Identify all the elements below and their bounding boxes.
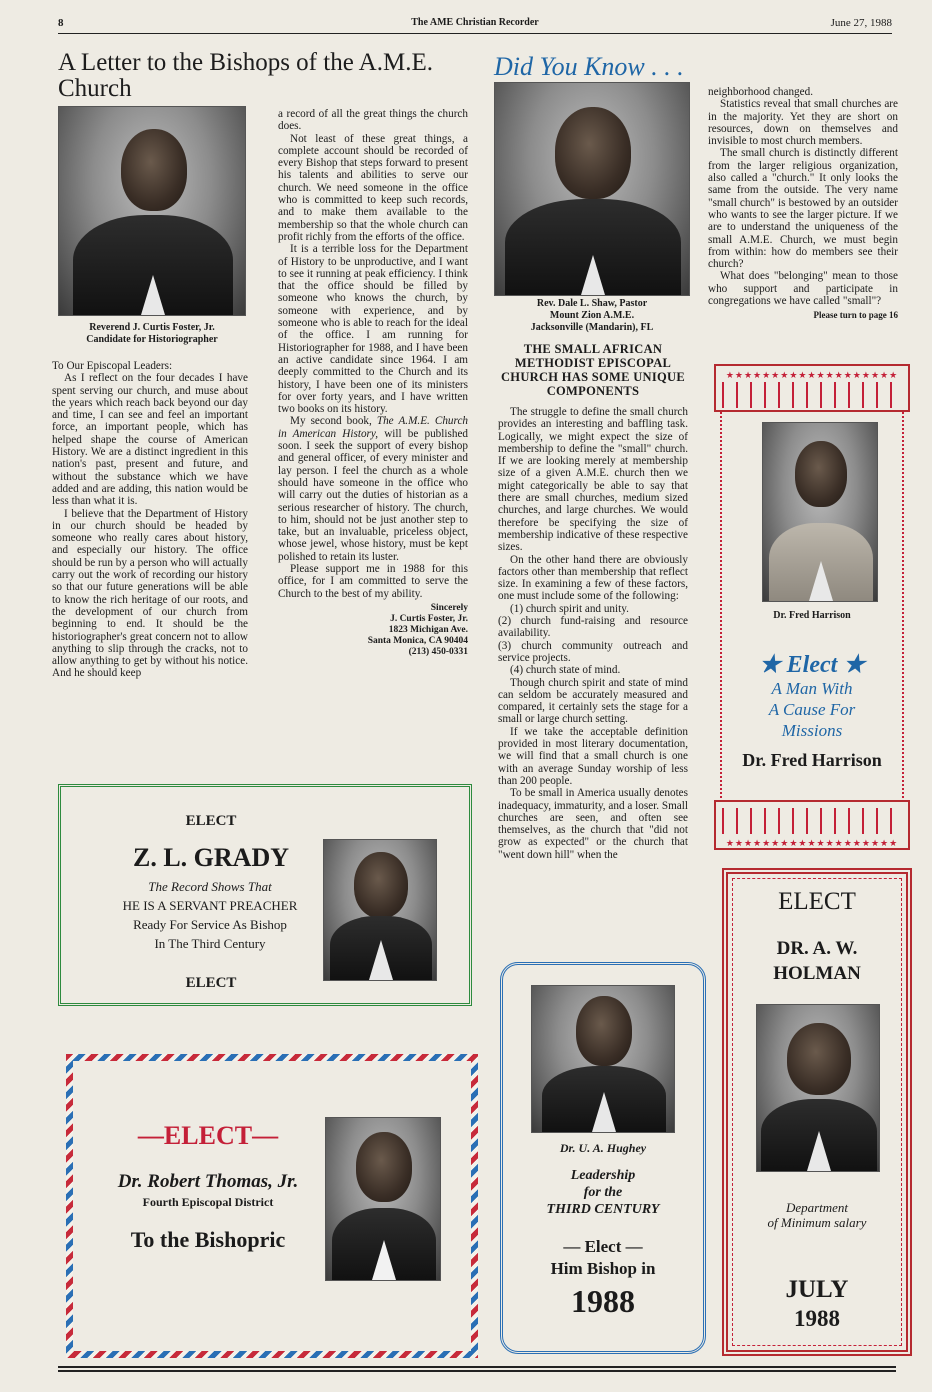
ad-grady: [58, 784, 472, 1006]
district: Fourth Episcopal District: [142, 1195, 274, 1209]
caption-name: Reverend J. Curtis Foster, Jr.: [89, 322, 215, 333]
article-subhead: THE SMALL AFRICAN METHODIST EPISCOPAL CHURCH HAS SOME UNIQUE COMPONENTS: [500, 342, 686, 398]
page-header: [58, 14, 892, 34]
ad-slogan: [503, 1167, 703, 1218]
text-run: will be published soon. I seek the support of every bishop and general officer, of every minister and lay person. I feel the church as a whole should have someone in the office who will carry out the duties of historian as a serious researcher of history. The church, to him, should not be just another step to take, but an invaluable, priceless object, whose jewel, whose history, must be kept polished to retain its luster.: [278, 427, 468, 563]
article-paragraph: On the other hand there are obviously factors other than membership that reflect size. In examining a few of these factors, one must include some of the following:: [498, 553, 688, 603]
election-year: 1988: [794, 1306, 840, 1331]
ad-slogan: [75, 877, 345, 953]
article2-column-2: [708, 86, 898, 321]
slogan-line: Leadership: [570, 1168, 636, 1183]
side-border: [902, 412, 904, 802]
article-paragraph: The struggle to define the small church provides an interesting and baffling task. Logically, we might expect the size of membership to define the "small" church. If we are looking merely at membership size of a given A.M.E. church then we might categorically be able to say that there are small churches, medium sized churches, and large churches. We would therefore be specifying the size of membership indicative of these respective sizes.: [498, 406, 688, 554]
photo-harrison: [762, 422, 878, 602]
article-paragraph: To be small in America usually denotes inadequacy, immaturity, and a loser. Small churches are seen, and often see themselves, as the church that "did not grow as expected" or the church that "went down hill" when the: [498, 787, 688, 861]
candidate-name: Dr. Robert Thomas, Jr.: [117, 1171, 299, 1192]
elect-label: ELECT: [185, 813, 237, 829]
footer-rule: [58, 1366, 896, 1372]
election-year: 1988: [571, 1283, 635, 1319]
letter-paragraph: I believe that the Department of History in our church should be headed by someone who really cares about history, and especially our history. The office should be run by a person who will actually carry out the work of recording our history so that our future generations will be able to know the rich heritage of our roots, and the development of our church from beginning to end. It should be the historiographer's great concern not to allow anything to slip through the cracks, not to allow anything to get by without his notice. And he should keep: [52, 507, 248, 680]
photo-hughey: [531, 985, 675, 1133]
article-paragraph: Though church spirit and state of mind can seldom be accurately measured and compared, it certainly sets the stage for a small or large church setting.: [498, 676, 688, 726]
photo-caption-shaw: [494, 298, 690, 334]
slogan-line: The Record Shows That: [148, 879, 272, 894]
sign-line: (213) 450-0331: [408, 646, 468, 657]
ad-holman: [722, 868, 912, 1356]
article-paragraph: What does "belonging" mean to those who support and participate in congregations we have called "small"?: [708, 270, 898, 308]
ornament-bottom: [714, 800, 910, 850]
caption-line: Rev. Dale L. Shaw, Pastor: [536, 298, 648, 309]
department-line: Department: [785, 1200, 849, 1215]
article-title-letter: A Letter to the Bishops of the A.M.E. Church: [58, 49, 433, 102]
ad-hughey: [500, 962, 706, 1354]
article-paragraph: If we take the acceptable definition provided in most literary documentation, we will find that a small church is one with an average Sunday worship of less than 200 people.: [498, 725, 688, 787]
slogan-line: for the: [583, 1185, 623, 1200]
elect-label: ★ Elect ★: [759, 652, 865, 678]
name-line: HOLMAN: [773, 963, 861, 984]
candidate-name: Z. L. GRADY: [132, 843, 289, 872]
ad-thomas: [66, 1054, 478, 1358]
letter-paragraph: Not least of these great things, a complete account should be recorded of every Bishop that steps forward to present his talents and abilities to serve our church. We need someone in the office who is committed to keep such records, and to make them available to the membership so that the whole church can profit richly from the efforts of the office.: [278, 132, 468, 243]
elect-label: —ELECT—: [137, 1121, 279, 1150]
letter-column-2: [278, 108, 468, 658]
election-month: JULY: [785, 1276, 849, 1303]
star-border: ★★★★★★★★★★★★★★★★★★★: [725, 838, 899, 848]
ad-harrison: [714, 364, 910, 854]
photo-shaw: [494, 82, 690, 296]
name-line: DR. A. W.: [776, 938, 858, 959]
photo-caption-harrison: Dr. Fred Harrison: [773, 610, 851, 621]
ad-slogan-line: Him Bishop in: [550, 1259, 656, 1278]
caption-line: Jacksonville (Mandarin), FL: [530, 322, 654, 333]
article2-column-1: [498, 406, 688, 861]
elect-label: ELECT: [185, 975, 237, 991]
department: [728, 1200, 906, 1230]
letter-paragraph: As I reflect on the four decades I have spent serving our church, and muse about the years which reach back beyond our day and time, I can see and feel an important force, an important people, which has helped shape the course of American History. We are a distinct ingredient in this nation's past, present and future, and without the substance which we have added and are adding, this nation would be less than what it is.: [52, 372, 248, 508]
text-run: My second book,: [290, 415, 377, 428]
sign-line: J. Curtis Foster, Jr.: [390, 613, 468, 624]
ornament-arches: [722, 808, 902, 834]
ad-tagline: To the Bishopric: [130, 1227, 286, 1252]
photo-foster: [58, 106, 246, 316]
sign-line: Sincerely: [430, 602, 468, 613]
list-item: (3) church community outreach and service projects.: [498, 639, 688, 664]
slogan-line: In The Third Century: [154, 936, 266, 951]
issue-date: June 27, 1988: [830, 17, 892, 29]
caption-line: Mount Zion A.M.E.: [549, 310, 635, 321]
slogan-line: Ready For Service As Bishop: [133, 917, 287, 932]
letter-paragraph: [278, 415, 468, 563]
list-item: (2) church fund-raising and resource availability.: [498, 615, 688, 640]
slogan-line: A Cause For: [768, 700, 856, 719]
letter-paragraph: a record of all the great things the church does.: [278, 108, 468, 133]
candidate-name: [728, 936, 906, 986]
sign-line: Santa Monica, CA 90404: [367, 635, 468, 646]
candidate-name: Dr. Fred Harrison: [742, 750, 882, 770]
caption-role: Candidate for Historiographer: [86, 334, 218, 345]
ornament-top: [714, 364, 910, 412]
candidate-name: Dr. U. A. Hughey: [559, 1141, 647, 1155]
ad-slogan: [714, 678, 910, 741]
photo-thomas: [325, 1117, 441, 1281]
letter-salutation: To Our Episcopal Leaders:: [52, 360, 173, 372]
page-number: 8: [58, 17, 64, 29]
letter-paragraph: It is a terrible loss for the Department of History to be unproductive, and I want to see it running at peak efficiency. I think that the office should be filled by someone who knows the church, by someone with experience, and by someone who is able to reach for the ideal of the office. I am running for Historiographer for 1988, and I have been an active candidate since 1964. I am deeply committed to the Church and its history, I have been one of its ministers for over forty years, and I have written two books on its history.: [278, 243, 468, 416]
slogan-line: HE IS A SERVANT PREACHER: [122, 898, 298, 913]
slogan-line: THIRD CENTURY: [546, 1202, 660, 1217]
sign-line: 1823 Michigan Ave.: [388, 624, 468, 635]
letter-signature: [278, 603, 468, 658]
slogan-line: Missions: [781, 721, 843, 740]
book-title: The A.M.E. Church in American History,: [278, 415, 469, 440]
list-item: (1) church spirit and unity.: [510, 602, 629, 615]
list-item: (4) church state of mind.: [510, 664, 621, 677]
article-paragraph: Statistics reveal that small churches are in the majority. Yet they are short on resources, down on themselves and invisible to most church members.: [708, 98, 898, 148]
star-border: ★★★★★★★★★★★★★★★★★★★: [725, 370, 899, 380]
letter-column-1: [52, 360, 248, 680]
side-border: [720, 412, 722, 802]
ornament-arches: [722, 382, 902, 408]
photo-caption-foster: [58, 322, 246, 346]
department-line: of Minimum salary: [767, 1215, 867, 1230]
article-paragraph: neighborhood changed.: [708, 86, 814, 98]
article-paragraph: The small church is distinctly different from the larger religious organization, also called a "church." It only looks the same from the outside. The very name "small church" is bestowed by an outsider who wants to see the larger picture. If we are to understand the uniqueness of the small A.M.E. Church, we must begin from within: how do members see their church?: [708, 147, 898, 271]
photo-grady: [323, 839, 437, 981]
elect-label: ELECT: [778, 888, 856, 915]
continued-notice: Please turn to page 16: [813, 310, 898, 321]
photo-holman: [756, 1004, 880, 1172]
slogan-line: A Man With: [771, 679, 853, 698]
publication-name: The AME Christian Recorder: [411, 17, 539, 28]
ad-thomas-inner: [73, 1061, 471, 1351]
elect-label: — Elect —: [563, 1237, 643, 1256]
article-title-did-you-know: Did You Know . . .: [494, 52, 684, 81]
letter-paragraph: Please support me in 1988 for this office, for I am committed to serve the Church to the best of my ability.: [278, 562, 468, 600]
